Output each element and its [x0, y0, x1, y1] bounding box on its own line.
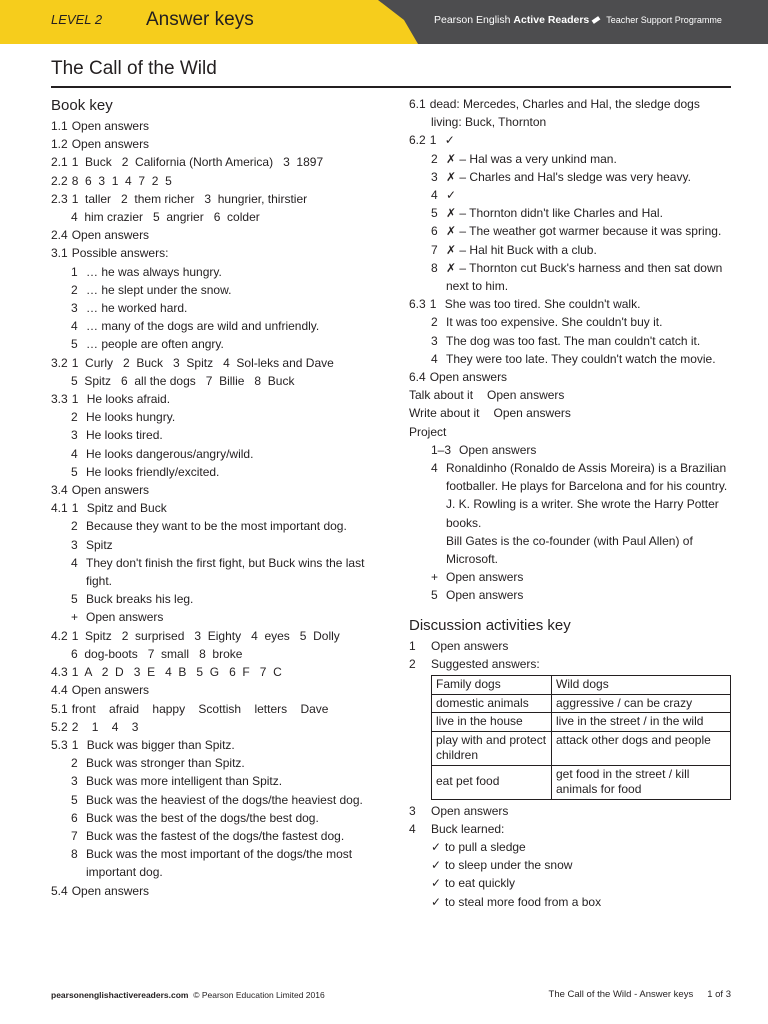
list-item: 3 ✗ – Charles and Hal's sledge was very heavy.: [431, 169, 691, 184]
table-row: [432, 765, 731, 799]
list-item: 6 Buck was the best of the dogs/the best dog.: [71, 810, 319, 825]
list-item: ✓ to steal more food from a box: [409, 893, 739, 911]
list-item: 1 … he was always hungry.: [71, 264, 222, 279]
list-item: 3 Spitz: [71, 537, 113, 552]
table-cell: get food in the street / kill animals for food: [552, 765, 731, 799]
list-item: 7 ✗ – Hal hit Buck with a club.: [431, 242, 597, 257]
list-item: 2 Buck was stronger than Spitz.: [71, 756, 245, 771]
list-item: ✓ to eat quickly: [409, 874, 739, 892]
brand-prefix: Pearson English: [434, 14, 511, 26]
list-item: 7 Buck was the fastest of the dogs/the fastest dog.: [71, 828, 345, 843]
header-title: Answer keys: [146, 9, 254, 30]
footer-site-link[interactable]: pearsonenglishactivereaders.com: [51, 990, 189, 1000]
answer-3-2: 3.2 1 Curly 2 Buck 3 Spitz 4 Sol-leks and Dave: [51, 355, 334, 370]
discussion-1: 1 Open answers: [409, 638, 509, 653]
pen-icon: [592, 16, 601, 24]
write-about-it: Write about it Open answers: [409, 406, 571, 421]
list-item: 3 He looks tired.: [71, 428, 163, 443]
project-plus: + Open answers: [431, 570, 524, 585]
answer-5-1: 5.1 front afraid happy Scottish letters Dave: [51, 701, 329, 716]
list-item: 4 They were too late. They couldn't watch the movie.: [431, 351, 716, 366]
list-item: ✓ to sleep under the snow: [409, 856, 739, 874]
table-cell: aggressive / can be crazy: [552, 694, 731, 713]
table-header: Wild dogs: [552, 676, 731, 695]
list-item: 5 Buck breaks his leg.: [71, 592, 194, 607]
list-item: 8 ✗ – Thornton cut Buck's harness and then sat down next to him.: [431, 260, 723, 294]
list-item: 6 ✗ – The weather got warmer because it was spring.: [431, 224, 722, 239]
table-header: Family dogs: [432, 676, 552, 695]
discussion-4: 4 Buck learned:: [409, 821, 505, 836]
table-row: [432, 731, 731, 765]
project-4: 4 Ronaldinho (Ronaldo de Assis Moreira) is a Brazilian footballer. He plays for Barcelona and for his country. J. K. Rowling is a writer. She wrote the Harry Potter books. Bill Gates is the co-founder (with Paul Allen) of Microsoft.: [431, 461, 728, 567]
footer-doc-title: The Call of the Wild: [548, 989, 632, 1000]
table-cell: domestic animals: [432, 694, 552, 713]
table-cell: eat pet food: [432, 765, 552, 799]
discussion-title: Discussion activities key: [409, 616, 571, 634]
list-item: 5 He looks friendly/excited.: [71, 464, 220, 479]
list-item: 5 … people are often angry.: [71, 337, 224, 352]
right-column: [409, 95, 739, 911]
answer-2-1: 2.1 1 Buck 2 California (North America) 3 1897: [51, 155, 324, 170]
answer-4-2-cont: 6 dog-boots 7 small 8 broke: [71, 646, 243, 661]
table-header-row: [432, 676, 731, 695]
brand-bold: Active Readers: [513, 14, 590, 26]
list-item: 3 Buck was more intelligent than Spitz.: [71, 774, 283, 789]
table-cell: live in the street / in the wild: [552, 713, 731, 732]
talk-about-it: Talk about it Open answers: [409, 388, 565, 403]
book-key-title: Book key: [51, 97, 113, 114]
list-item: + Open answers: [71, 610, 164, 625]
list-item: 5 Buck was the heaviest of the dogs/the heaviest dog.: [71, 792, 363, 807]
answer-2-3: 2.3 1 taller 2 them richer 3 hungrier, thirstier: [51, 191, 308, 206]
list-item: 3 The dog was too fast. The man couldn't catch it.: [431, 333, 701, 348]
check-icon: ✓: [431, 840, 442, 854]
discussion-2: 2 Suggested answers:: [409, 656, 540, 671]
page-number: 1 of 3: [707, 989, 731, 1000]
answer-1-1: 1.1 Open answers: [51, 119, 150, 133]
answer-5-3: 5.3 1 Buck was bigger than Spitz.: [51, 737, 235, 752]
list-item: 5 ✗ – Thornton didn't like Charles and Hal.: [431, 206, 663, 221]
list-item: 3 … he worked hard.: [71, 301, 188, 316]
table-row: [432, 694, 731, 713]
answer-4-3: 4.3 1 A 2 D 3 E 4 B 5 G 6 F 7 C: [51, 665, 282, 680]
list-item: ✓ to pull a sledge: [409, 838, 739, 856]
footer-doc-suffix: - Answer keys: [631, 989, 694, 1000]
brand-logo: [434, 14, 722, 26]
footer-copyright: © Pearson Education Limited 2016: [193, 990, 325, 1000]
level-label: LEVEL 2: [51, 12, 103, 27]
table-row: [432, 713, 731, 732]
answer-4-4: 4.4 Open answers: [51, 683, 150, 698]
left-column: [51, 95, 381, 900]
footer-left: [51, 990, 325, 1000]
discussion-3: 3 Open answers: [409, 803, 509, 818]
dogs-table: [431, 675, 731, 800]
check-icon: ✓: [431, 894, 442, 909]
list-item: 4 They don't finish the first fight, but Buck wins the last fight.: [71, 555, 365, 589]
table-cell: attack other dogs and people: [552, 731, 731, 765]
answer-6-3: 6.3 1 She was too tired. She couldn't walk.: [409, 297, 641, 312]
list-item: 2 It was too expensive. She couldn't buy it.: [431, 315, 663, 330]
title-divider: [51, 86, 731, 88]
answer-2-2: 2.2 8 6 3 1 4 7 2 5: [51, 173, 172, 188]
project-1-3: 1–3 Open answers: [431, 442, 537, 457]
answer-6-1-cont: living: Buck, Thornton: [431, 115, 547, 130]
answer-3-3: 3.3 1 He looks afraid.: [51, 392, 171, 407]
list-item: 8 Buck was the most important of the dogs/the most important dog.: [71, 847, 353, 880]
answer-6-2: 6.2 1 ✓: [409, 133, 455, 148]
page-title: The Call of the Wild: [51, 58, 217, 79]
answer-3-1: 3.1 Possible answers:: [51, 246, 169, 261]
footer-right: [549, 989, 731, 1000]
answer-3-2-cont: 5 Spitz 6 all the dogs 7 Billie 8 Buck: [71, 373, 295, 388]
list-item: 4 … many of the dogs are wild and unfriendly.: [71, 319, 320, 334]
answer-5-2: 5.2 2 1 4 3: [51, 719, 139, 734]
check-icon: ✓: [431, 876, 442, 891]
page-header: [0, 0, 768, 44]
table-cell: live in the house: [432, 713, 552, 732]
list-item: 2 Because they want to be the most important dog.: [71, 519, 347, 534]
project-label: Project: [409, 424, 447, 439]
table-cell: play with and protect children: [432, 731, 552, 765]
list-item: 4 He looks dangerous/angry/wild.: [71, 446, 254, 461]
answer-2-3-cont: 4 him crazier 5 angrier 6 colder: [71, 210, 260, 225]
programme-label: Teacher Support Programme: [606, 15, 722, 25]
answer-4-2: 4.2 1 Spitz 2 surprised 3 Eighty 4 eyes 5 Dolly: [51, 628, 340, 643]
answer-6-1: 6.1 dead: Mercedes, Charles and Hal, the sledge dogs: [409, 97, 700, 111]
answer-6-4: 6.4 Open answers: [409, 370, 508, 385]
answer-2-4: 2.4 Open answers: [51, 228, 150, 243]
list-item: 2 ✗ – Hal was a very unkind man.: [431, 151, 617, 166]
answer-4-1: 4.1 1 Spitz and Buck: [51, 501, 167, 516]
answer-1-2: 1.2 Open answers: [51, 137, 150, 152]
list-item: 2 He looks hungry.: [71, 410, 176, 425]
answer-5-4: 5.4 Open answers: [51, 883, 150, 898]
check-icon: ✓: [431, 858, 442, 873]
project-5: 5 Open answers: [431, 588, 524, 603]
answer-3-4: 3.4 Open answers: [51, 483, 150, 498]
list-item: 2 … he slept under the snow.: [71, 282, 232, 297]
list-item: 4 ✓: [431, 188, 457, 203]
